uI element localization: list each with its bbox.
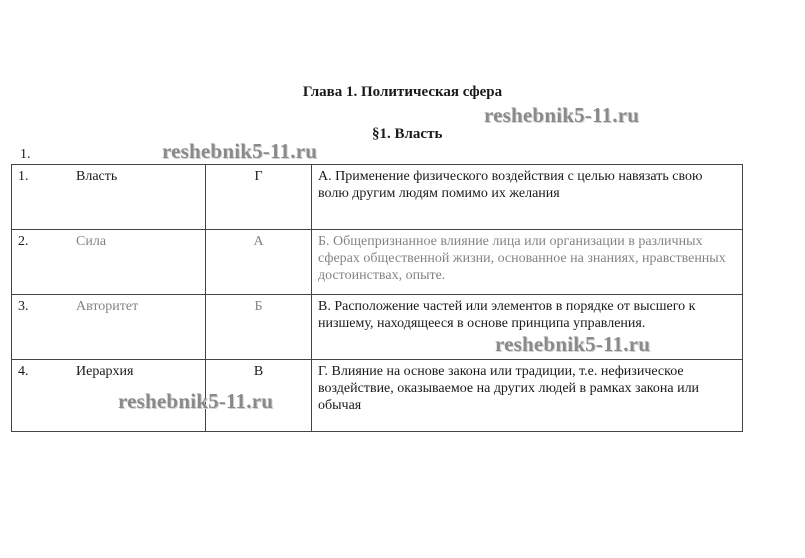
answer-letter-text: Б	[254, 299, 263, 314]
term-name: Сила	[76, 234, 107, 249]
definition-cell	[312, 230, 743, 295]
term-name: Авторитет	[76, 299, 139, 314]
table-row	[12, 230, 743, 295]
term-name: Иерархия	[76, 364, 134, 379]
definition-cell: Г. Влияние на основе закона или традиции, т.е. нефизическое воздействие, оказываемое на других людей в рамках закона или обычая	[312, 360, 743, 432]
definition-text: Б. Общепризнанное влияние лица или организации в различных сферах общественной жизни, основанное на знаниях, нравственных достоинствах, опыте.	[318, 234, 726, 283]
answer-letter: В	[206, 360, 312, 432]
term-cell	[12, 295, 206, 360]
answer-letter: Г	[206, 165, 312, 230]
row-number: 3.	[18, 299, 29, 314]
list-marker: 1.	[20, 147, 31, 162]
term-cell	[12, 230, 206, 295]
row-number: 2.	[18, 234, 29, 249]
watermark: reshebnik5-11.ru	[162, 139, 318, 163]
section-title: §1. Власть	[372, 126, 443, 142]
chapter-title: Глава 1. Политическая сфера	[302, 84, 503, 100]
row-number: 1.	[18, 169, 29, 184]
answer-letter-text: А	[253, 234, 264, 249]
term-name: Власть	[76, 169, 118, 184]
row-number: 4.	[18, 364, 29, 379]
watermark: reshebnik5-11.ru	[484, 103, 640, 127]
watermark: reshebnik5-11.ru	[118, 389, 274, 413]
definition-cell: В. Расположение частей или элементов в порядке от высшего к низшему, находящееся в основе принципа управления.	[312, 295, 743, 360]
answer-letter	[206, 295, 312, 360]
answer-letter	[206, 230, 312, 295]
definition-cell: А. Применение физического воздействия с целью навязать свою волю другим людям помимо их желания	[312, 165, 743, 230]
table-row	[12, 165, 743, 230]
watermark: reshebnik5-11.ru	[495, 332, 651, 356]
term-cell	[12, 165, 206, 230]
